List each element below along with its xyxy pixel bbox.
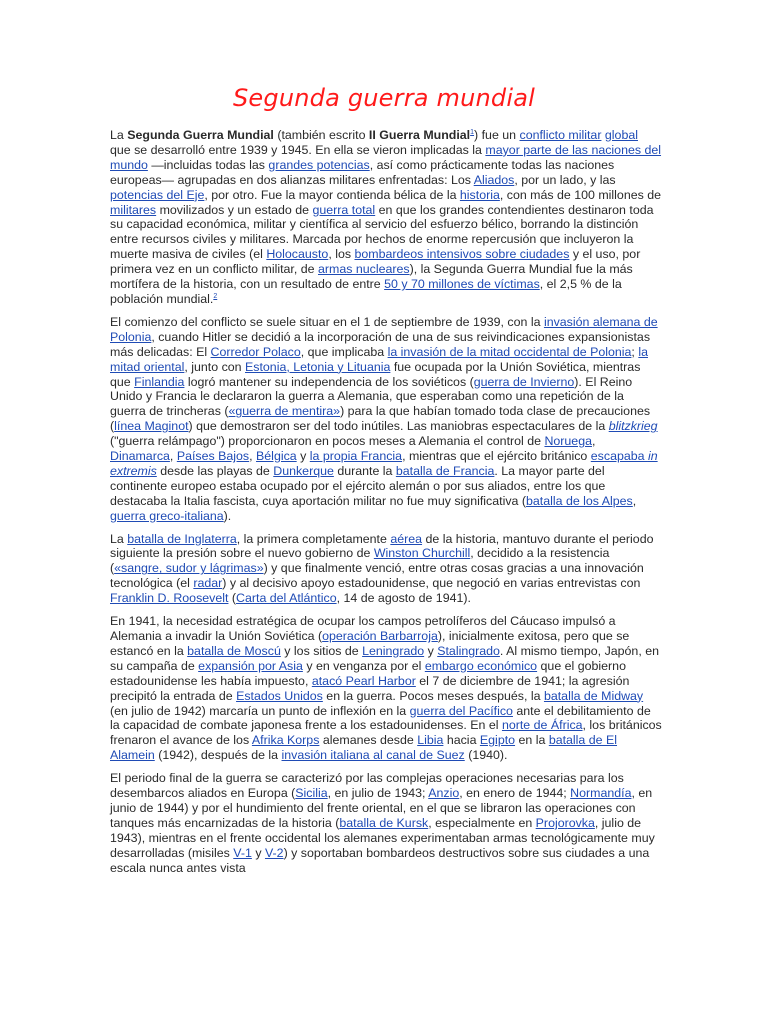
text-run: , que implicaba xyxy=(300,344,388,359)
wiki-link[interactable]: invasión alemana de Polonia xyxy=(110,314,658,344)
text-run: . La mayor parte del continente europeo estaba ocupado por el ejército alemán o por sus aliados, entre los que destacaba la Italia fascista, cuya aportación militar no fue muy significativa ( xyxy=(110,463,606,508)
text-run: (en julio de 1942) marcaría un punto de inflexión en la xyxy=(110,703,410,718)
text-run: (1940). xyxy=(464,748,508,763)
text-run: , el 2,5 % de la población mundial. xyxy=(110,277,622,306)
wiki-link[interactable]: batalla de Kursk xyxy=(339,815,429,830)
footnote-marker xyxy=(213,293,217,300)
text-run: ) para la que habían tomado toda clase de precauciones ( xyxy=(110,404,651,434)
paragraph xyxy=(110,532,662,607)
wiki-link[interactable]: embargo económico xyxy=(424,658,538,673)
wiki-link[interactable]: Anzio xyxy=(428,786,460,801)
wiki-link[interactable]: expansión por Asia xyxy=(198,658,303,673)
wiki-link[interactable]: radar xyxy=(193,576,223,591)
text-run: hacia xyxy=(443,733,480,748)
wiki-link[interactable]: in extremis xyxy=(110,449,658,478)
wiki-link[interactable]: Egipto xyxy=(479,733,516,748)
text-run: ) y al decisivo apoyo estadounidense, que negoció en varias entrevistas con xyxy=(222,576,641,591)
wiki-link[interactable]: Dinamarca xyxy=(110,449,170,464)
wiki-link[interactable]: global xyxy=(604,128,638,142)
text-run: , xyxy=(591,434,596,449)
text-run: La xyxy=(110,531,128,546)
wiki-link[interactable]: Projorovka xyxy=(535,815,595,830)
text-run: movilizados y un estado de xyxy=(156,202,313,217)
text-run: y xyxy=(424,643,438,658)
text-run: , 14 de agosto de 1941). xyxy=(336,591,471,606)
text-run: y xyxy=(296,449,310,464)
text-run: , xyxy=(632,493,637,508)
text-run: ). El Reino Unido y Francia le declararon la guerra a Alemania, que esperaban como una repetición de la guerra de trincheras ( xyxy=(110,374,633,419)
text-run: , los británicos frenaron el avance de los xyxy=(110,718,662,748)
wiki-link[interactable]: línea Maginot xyxy=(114,419,189,434)
text-run: logró mantener su independencia de los soviéticos ( xyxy=(184,374,474,389)
text-run: , mientras que el ejército británico xyxy=(402,449,591,464)
text-run: ("guerra relámpago") proporcionaron en pocos meses a Alemania el control de xyxy=(110,434,545,449)
text-run: El periodo final de la guerra se caracterizó por las complejas operaciones necesarias para los desembarcos aliados en Europa ( xyxy=(110,771,624,801)
wiki-link[interactable]: Afrika Korps xyxy=(251,733,320,748)
text-run: , junto con xyxy=(184,359,246,374)
text-run: , en junio de 1944) y por el hundimiento del frente oriental, en el que se libraron las operaciones con tanques más encarnizadas de la historia ( xyxy=(110,786,653,830)
text-run: que el gobierno estadounidense les había impuesto, xyxy=(110,658,626,688)
wiki-link[interactable]: V-1 xyxy=(233,845,252,860)
paragraph xyxy=(110,614,662,763)
wiki-link[interactable]: guerra greco-italiana xyxy=(110,508,224,523)
text-run: y el uso, por primera vez en un conflicto militar, de xyxy=(110,247,641,277)
text-run: En 1941, la necesidad estratégica de ocupar los campos petrolíferos del Cáucaso impulsó a Alemania a invadir la Unión Soviética ( xyxy=(110,614,616,643)
text-run: y en venganza por el xyxy=(302,658,425,673)
text-run: durante la xyxy=(333,463,396,478)
wiki-link[interactable]: Finlandia xyxy=(134,374,185,389)
wiki-link[interactable]: batalla de Midway xyxy=(543,688,644,703)
wiki-link[interactable]: «sangre, sudor y lágrimas» xyxy=(114,561,264,576)
text-run: , xyxy=(169,449,177,464)
text-run: , xyxy=(249,449,257,464)
wiki-link[interactable]: conflicto militar xyxy=(519,128,602,142)
wiki-link[interactable]: Noruega xyxy=(544,434,592,449)
text-run: , por otro. Fue la mayor contienda bélica de la xyxy=(204,187,460,202)
text-run: y xyxy=(251,845,265,860)
wiki-link[interactable]: la propia Francia xyxy=(309,449,403,464)
paragraph xyxy=(110,128,662,307)
wiki-link[interactable]: militares xyxy=(110,202,157,217)
wiki-link[interactable]: armas nucleares xyxy=(317,262,410,277)
bold-text: Segunda Guerra Mundial xyxy=(127,128,274,142)
wiki-link[interactable]: «guerra de mentira» xyxy=(228,404,341,419)
wiki-link[interactable]: atacó Pearl Harbor xyxy=(311,673,416,688)
text-run: desde las playas de xyxy=(156,463,274,478)
text-run: de la historia, mantuvo durante el periodo siguiente la presión sobre el nuevo gobierno de xyxy=(110,531,654,561)
wiki-link[interactable]: V-2 xyxy=(264,845,284,860)
paragraph xyxy=(110,315,662,524)
text-run: ; xyxy=(631,344,639,359)
text-run: , por un lado, y las xyxy=(514,172,616,187)
text-run: y los sitios de xyxy=(280,643,363,658)
text-run: ), la Segunda Guerra Mundial fue la más mortífera de la historia, con un resultado de entre xyxy=(110,262,633,292)
wiki-link[interactable]: Leningrado xyxy=(362,643,425,658)
wiki-link[interactable]: invasión italiana al canal de Suez xyxy=(281,748,465,763)
wiki-link[interactable]: Libia xyxy=(417,733,444,748)
wiki-link[interactable]: Franklin D. Roosevelt xyxy=(110,591,229,606)
text-run: ). xyxy=(223,508,232,523)
text-run: en la xyxy=(515,733,549,748)
wiki-link[interactable]: Países Bajos xyxy=(176,449,250,464)
footnote-link[interactable]: 2 xyxy=(213,292,218,300)
wiki-link[interactable]: Aliados xyxy=(473,172,515,187)
wiki-link[interactable]: Estados Unidos xyxy=(236,688,323,703)
wiki-link[interactable]: Bélgica xyxy=(256,449,297,464)
text-run: , en julio de 1943; xyxy=(327,786,429,801)
wiki-link[interactable]: Normandía xyxy=(570,786,632,801)
text-run: , los xyxy=(328,247,355,262)
text-run: , la primera completamente xyxy=(236,531,391,546)
text-run: que se desarrolló entre 1939 y 1945. En ella se vieron implicadas la xyxy=(110,142,486,157)
text-run: , especialmente en xyxy=(428,815,536,830)
wiki-link[interactable]: norte de África xyxy=(501,718,583,733)
text-run: El comienzo del conflicto se suele situar en el 1 de septiembre de 1939, con la xyxy=(110,314,544,329)
text-run: ) y soportaban bombardeos destructivos sobre sus ciudades a una escala nunca antes vista xyxy=(110,845,650,875)
text-run: (1942), después de la xyxy=(154,748,282,763)
paragraph xyxy=(110,771,662,875)
wiki-link[interactable]: Estonia, Letonia y Lituania xyxy=(245,359,391,374)
text-run: fue ocupada por la Unión Soviética, mientras que xyxy=(110,359,641,389)
text-run: —incluidas todas las xyxy=(147,157,269,172)
wiki-link[interactable]: escapaba xyxy=(590,449,648,464)
wiki-link[interactable]: blitzkrieg xyxy=(608,419,658,434)
text-run: ) fue un xyxy=(474,128,520,142)
text-run: , con más de 100 millones de xyxy=(499,187,662,202)
wiki-link[interactable]: batalla de El Alamein xyxy=(110,733,618,763)
wiki-link[interactable]: bombardeos intensivos sobre ciudades xyxy=(354,247,570,262)
text-run: ), inicialmente exitosa, pero que se estancó en la xyxy=(110,629,630,658)
wiki-link[interactable]: batalla de Inglaterra xyxy=(127,531,237,546)
text-run: ( xyxy=(228,591,237,606)
text-run: ) y que finalmente venció, entre otras cosas gracias a una innovación tecnológica (el xyxy=(110,561,644,591)
wiki-link[interactable]: la invasión de la mitad occidental de Polonia xyxy=(387,344,632,359)
wiki-link[interactable]: Winston Churchill xyxy=(373,546,471,561)
wiki-link[interactable]: guerra de Invierno xyxy=(473,374,575,389)
text-run: La xyxy=(110,128,128,142)
bold-text: II Guerra Mundial xyxy=(368,128,471,142)
wiki-link[interactable]: grandes potencias xyxy=(268,157,370,172)
text-run: el 7 de diciembre de 1941; la agresión precipitó la entrada de xyxy=(110,673,630,703)
text-run: , en enero de 1944; xyxy=(459,786,571,801)
wiki-link[interactable]: Dunkerque xyxy=(273,463,334,478)
wiki-link[interactable]: guerra total xyxy=(312,202,376,217)
wiki-link[interactable]: mayor parte de las naciones del mundo xyxy=(110,142,662,172)
text-run: (también escrito xyxy=(273,128,369,142)
text-run: , cuando Hitler se decidió a la incorporación de una de sus reivindicaciones expansionistas más delicadas: El xyxy=(110,329,651,359)
wiki-link[interactable]: batalla de Moscú xyxy=(187,643,281,658)
wiki-link[interactable]: Sicilia xyxy=(295,786,328,801)
text-run: , julio de 1943), mientras en el frente occidental los alemanes experimentaban armas tecnológicamente muy desarrolladas (misiles xyxy=(110,815,655,860)
wiki-link[interactable]: Carta del Atlántico xyxy=(236,591,337,606)
page-title: Segunda guerra mundial xyxy=(233,84,535,112)
wiki-link[interactable]: guerra del Pacífico xyxy=(409,703,513,718)
text-run: en que los grandes contendientes destinaron toda su capacidad económica, militar y científica al servicio del esfuerzo bélico, borrando la distinción entre recursos civiles y militares. Marcada por hechos de enorme repercusión que incluyeron la muerte masiva de civiles (el xyxy=(110,202,654,262)
wiki-link[interactable]: Corredor Polaco xyxy=(210,344,301,359)
wiki-link[interactable]: operación Barbarroja xyxy=(322,629,438,643)
text-run: ante el debilitamiento de la capacidad de combate japonesa frente a los estadounidenses. En el xyxy=(110,703,651,733)
wiki-link[interactable]: Holocausto xyxy=(266,247,329,262)
footnote-link[interactable]: 1 xyxy=(470,128,475,136)
text-run: ) que demostraron ser del todo inútiles. Las maniobras espectaculares de la xyxy=(188,419,609,434)
text-run: , así como prácticamente todas las naciones europeas— agrupadas en dos alianzas militares enfrentadas: Los xyxy=(110,157,615,187)
wiki-link[interactable]: 50 y 70 millones de víctimas xyxy=(384,277,540,292)
wiki-link[interactable]: aérea xyxy=(390,531,423,546)
text-run: alemanes desde xyxy=(319,733,418,748)
article-body xyxy=(110,128,662,884)
wiki-link[interactable]: la mitad oriental xyxy=(110,344,648,374)
wiki-link[interactable]: potencias del Eje xyxy=(110,187,205,202)
wiki-link[interactable]: historia xyxy=(459,187,500,202)
wiki-link[interactable]: batalla de los Alpes xyxy=(525,493,633,508)
wiki-link[interactable]: Stalingrado xyxy=(437,643,500,658)
wiki-link[interactable]: batalla de Francia xyxy=(395,463,495,478)
text-run: , decidido a la resistencia ( xyxy=(110,546,610,576)
text-run: . Al mismo tiempo, Japón, en su campaña de xyxy=(110,643,659,673)
text-run: en la guerra. Pocos meses después, la xyxy=(322,688,544,703)
